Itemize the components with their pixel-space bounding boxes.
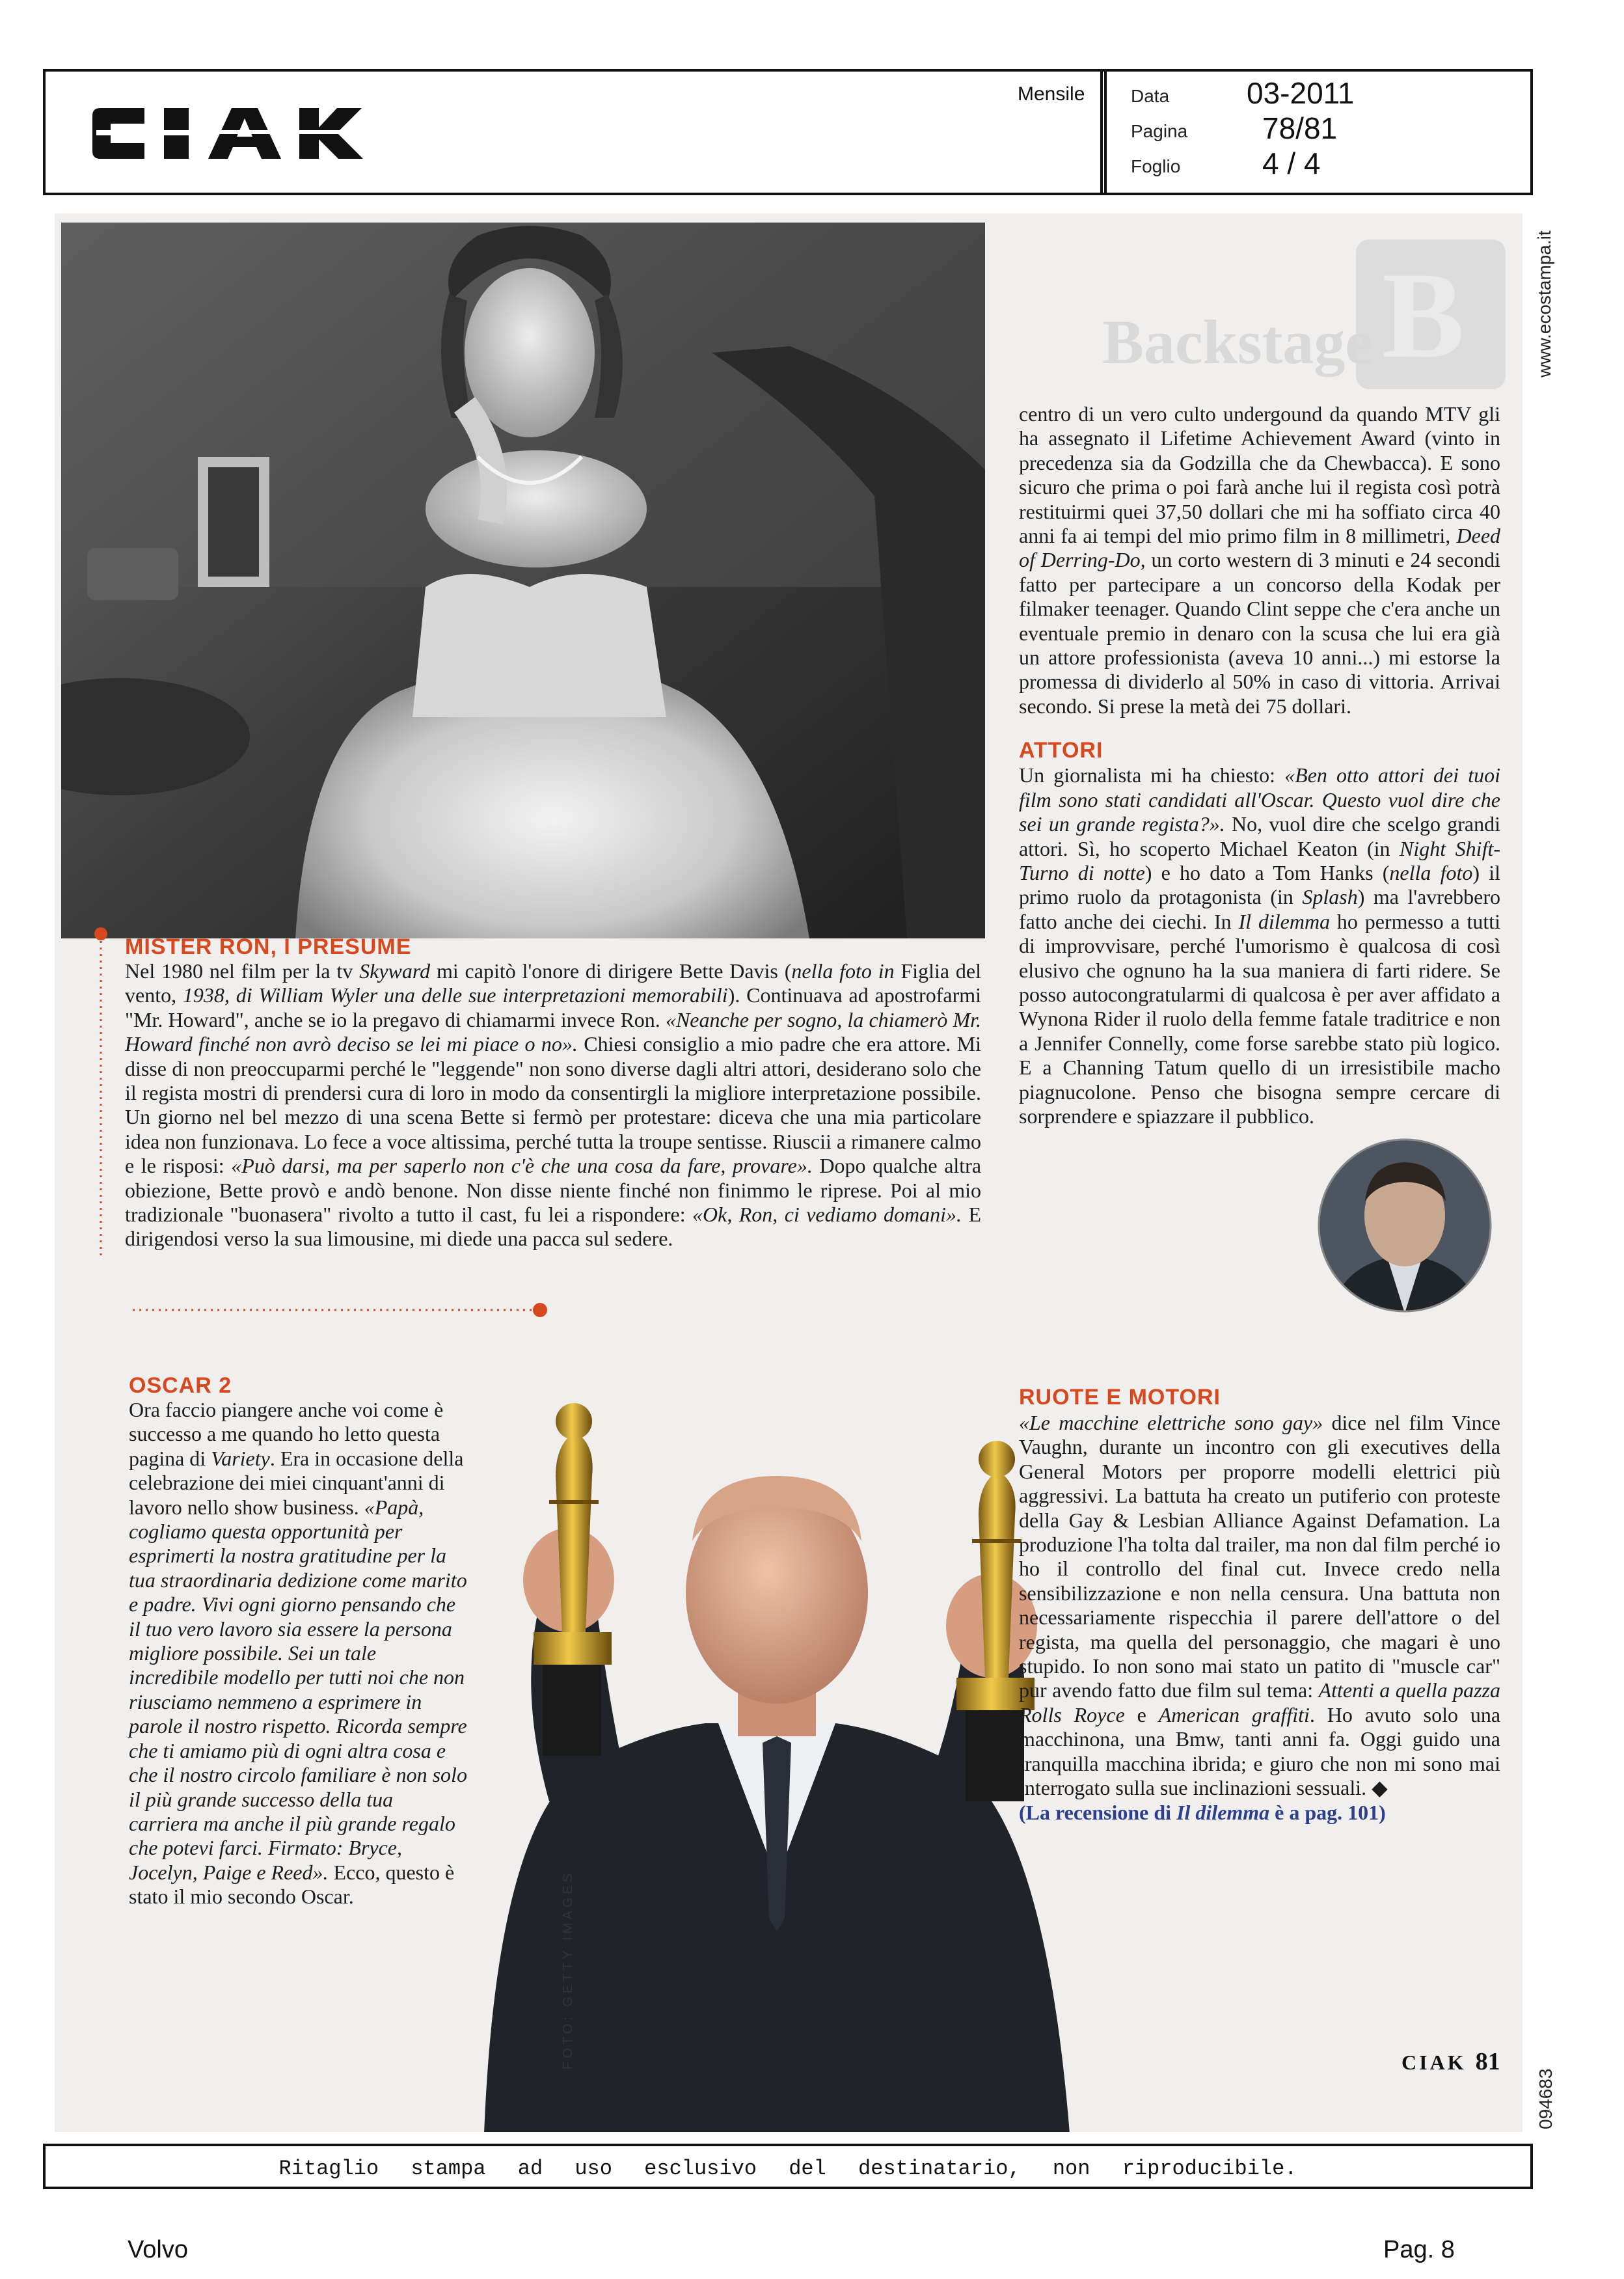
client-name: Volvo: [128, 2236, 188, 2263]
frequency-label: Mensile: [1018, 83, 1085, 105]
tom-hanks-photo: [1317, 1138, 1493, 1313]
review-note: (La recensione di Il dilemma è a pag. 101): [1019, 1800, 1386, 1824]
magazine-page: [55, 213, 1522, 2132]
bette-davis-photo: [61, 223, 985, 938]
date-value: 03-2011: [1247, 76, 1355, 110]
right-column: [1019, 402, 1500, 1128]
backstage-title: Backstage: [1102, 307, 1373, 377]
page-footer: CIAK 81: [1401, 2048, 1500, 2075]
date-label: Data: [1131, 86, 1170, 106]
page-value: 78/81: [1262, 111, 1338, 145]
mister-ron-paragraph: Nel 1980 nel film per la tv Skyward mi capitò l'onore di dirigere Bette Davis (nella foto in Figlia del vento, 1938, di William Wyler una delle sue interpretazioni memorabili). Continuava ad apostrofarmi "Mr. Howard", anche se io la pregavo di chiamarmi invece Ron. «Neanche per sogno, la chiamerò Mr. Howard finché non avrò deciso se lei mi piace o no». Chiesi consiglio a mio padre che era attore. Mi disse di non preoccuparmi perché le "leggende" non sono diverse dagli altri attori, desiderano solo che il regista mostri di prendersi cura di loro in modo da consentirgli la migliore interpretazione possibile. Un giorno nel bel mezzo di una scena Bette si fermò per protestare: diceva che una mia particolare idea non funzionava. Lo fece a voce altissima, perché tutta la troupe sentisse. Riuscii a rimanere calmo e le risposi: «Può darsi, ma per saperlo non c'è che una cosa da fare, provare». Dopo qualche altra obiezione, Bette provò e andò benone. Non disse niente finché non finimmo le riprese. Poi al mio tradizionale "buonasera" rivolto a tutto il cast, fu lei a rispondere: «Ok, Ron, ci vediamo domani». E dirigendosi verso la sua limousine, mi diede una pacca sul sedere.: [125, 959, 982, 1251]
clipping-code: 094683: [1536, 2068, 1556, 2129]
ruote-motori-paragraph: «Le macchine elettriche sono gay» dice nel film Vince Vaughn, durante un incontro con gli executives della General Motors per proporre modelli elettrici più aggressivi. La battuta ha creato un putiferio con proteste della Gay & Lesbian Alliance Against Defamation. La produzione l'ha tolta dal trailer, ma non dal film perché io ho il controllo del final cut. Invece credo nella sensibilizzazione e non nella censura. Una battuta non necessariamente rispecchia il parere dell'attore o del regista, ma quella del personaggio, che magari è uno stupido. Io non sono mai stato un patito di "muscle car" pur avendo fatto due film sul tema: Attenti a quella pazza Rolls Royce e American graffiti. Ho avuto solo una macchinona, una Bmw, tanti anni fa. Oggi guido una tranquilla macchina ibrida; e giuro che non mi sono mai interrogato sulla sue inclinazioni sessuali. ◆ (La recensione di Il dilemma è a pag. 101): [1019, 1411, 1501, 1824]
pdf-page-number: Pag. 8: [1383, 2236, 1455, 2263]
end-mark: ◆: [1372, 1776, 1388, 1800]
section-dotted-line: [94, 927, 108, 1259]
sheet-label: Foglio: [1131, 156, 1181, 176]
sheet-value: 4 / 4: [1262, 146, 1321, 180]
intro-paragraph: centro di un vero culto undergound da quando MTV gli ha assegnato il Lifetime Achievement Award (vinto in precedenza sia da Godzilla che da Chewbacca). E sono sicuro che prima o poi farà anche lui il regista così potrà restituirmi quei 37,50 dollari che mi ha soffiato circa 40 anni fa ai tempi del mio primo film in 8 millimetri, Deed of Derring-Do, un corto western di 3 minuti e 24 secondi fatto per partecipare a un concorso della Kodak per filmaker teenager. Quando Clint seppe che c'era anche un eventuale premio in denaro con la scusa che lui era già un attore professionista (aveva 10 anni...) mi estorse la promessa di dividerlo al 50% in caso di vittoria. Arrivai secondo. Si prese la metà dei 75 dollari.: [1019, 402, 1501, 718]
ciak-logo: [87, 104, 367, 163]
attori-title: ATTORI: [1019, 738, 1103, 763]
backstage-heading-graphic: [1018, 226, 1512, 396]
header-divider: [1100, 72, 1107, 193]
ecostampa-url: www.ecostampa.it: [1534, 230, 1554, 377]
photo-credit: FOTO: GETTY IMAGES: [561, 1870, 575, 2069]
clipping-header: [43, 69, 1533, 195]
oscar-2-paragraph: Ora faccio piangere anche voi come è successo a me quando ho letto questa pagina di Variety. Era in occasione della celebrazione dei miei cinquant'anni di lavoro nello show business. «Papà, cogliamo questa opportunità per esprimerti la nostra gratitudine per la tua straordinaria dedizione come marito e padre. Vivi ogni giorno pensando che il tuo vero lavoro sia essere la persona migliore possibile. Sei un tale incredibile modello per tutti noi che non riusciamo nemmeno a esprimere in parole il nostro rispetto. Ricorda sempre che ti amiamo più di ogni altra cosa e che il nostro circolo familiare è non solo il più grande successo della tua carriera ma anche il più grande regalo che potevi farci. Firmato: Bryce, Jocelyn, Paige e Reed». Ecco, questo è stato il mio secondo Oscar.: [129, 1398, 467, 1909]
attori-paragraph: Un giornalista mi ha chiesto: «Ben otto attori dei tuoi film sono stati candidati all'Oscar. Questo vuol dire che sei un grande regista?». No, vuol dire che scelgo grandi attori. Sì, ho scoperto Michael Keaton (in Night Shift-Turno di notte) e ho dato a Tom Hanks (nella foto) il primo ruolo da protagonista (in Splash) ma l'avrebbero fatto anche dei ciechi. In Il dilemma ho permesso a tutti di improvvisare, perché l'umorismo è qualcosa di così elusivo che ognuno ha la sua maniera di farti ridere. Se posso autocongratularmi di qualcosa è per aver affidato a Wynona Rider il ruolo della femme fatale traditrice e non a Jennifer Connelly, come forse sarebbe stato più logico. E a Channing Tatum quello di un irresistibile macho piagnucolone. Penso che bisogna sempre cercare di sorprendere e spiazzare il pubblico.: [1019, 763, 1501, 1128]
oscar-2-title: OSCAR 2: [129, 1373, 232, 1398]
mister-ron-title: MISTER RON, I PRESUME: [125, 935, 412, 959]
svg-text:B: B: [1382, 247, 1465, 384]
ruote-motori-title: RUOTE E MOTORI: [1019, 1385, 1221, 1410]
disclaimer-text: Ritaglio stampa ad uso esclusivo del destinatario, non riproducibile.: [278, 2157, 1297, 2181]
disclaimer-bar: [43, 2144, 1533, 2189]
page-label: Pagina: [1131, 121, 1188, 141]
